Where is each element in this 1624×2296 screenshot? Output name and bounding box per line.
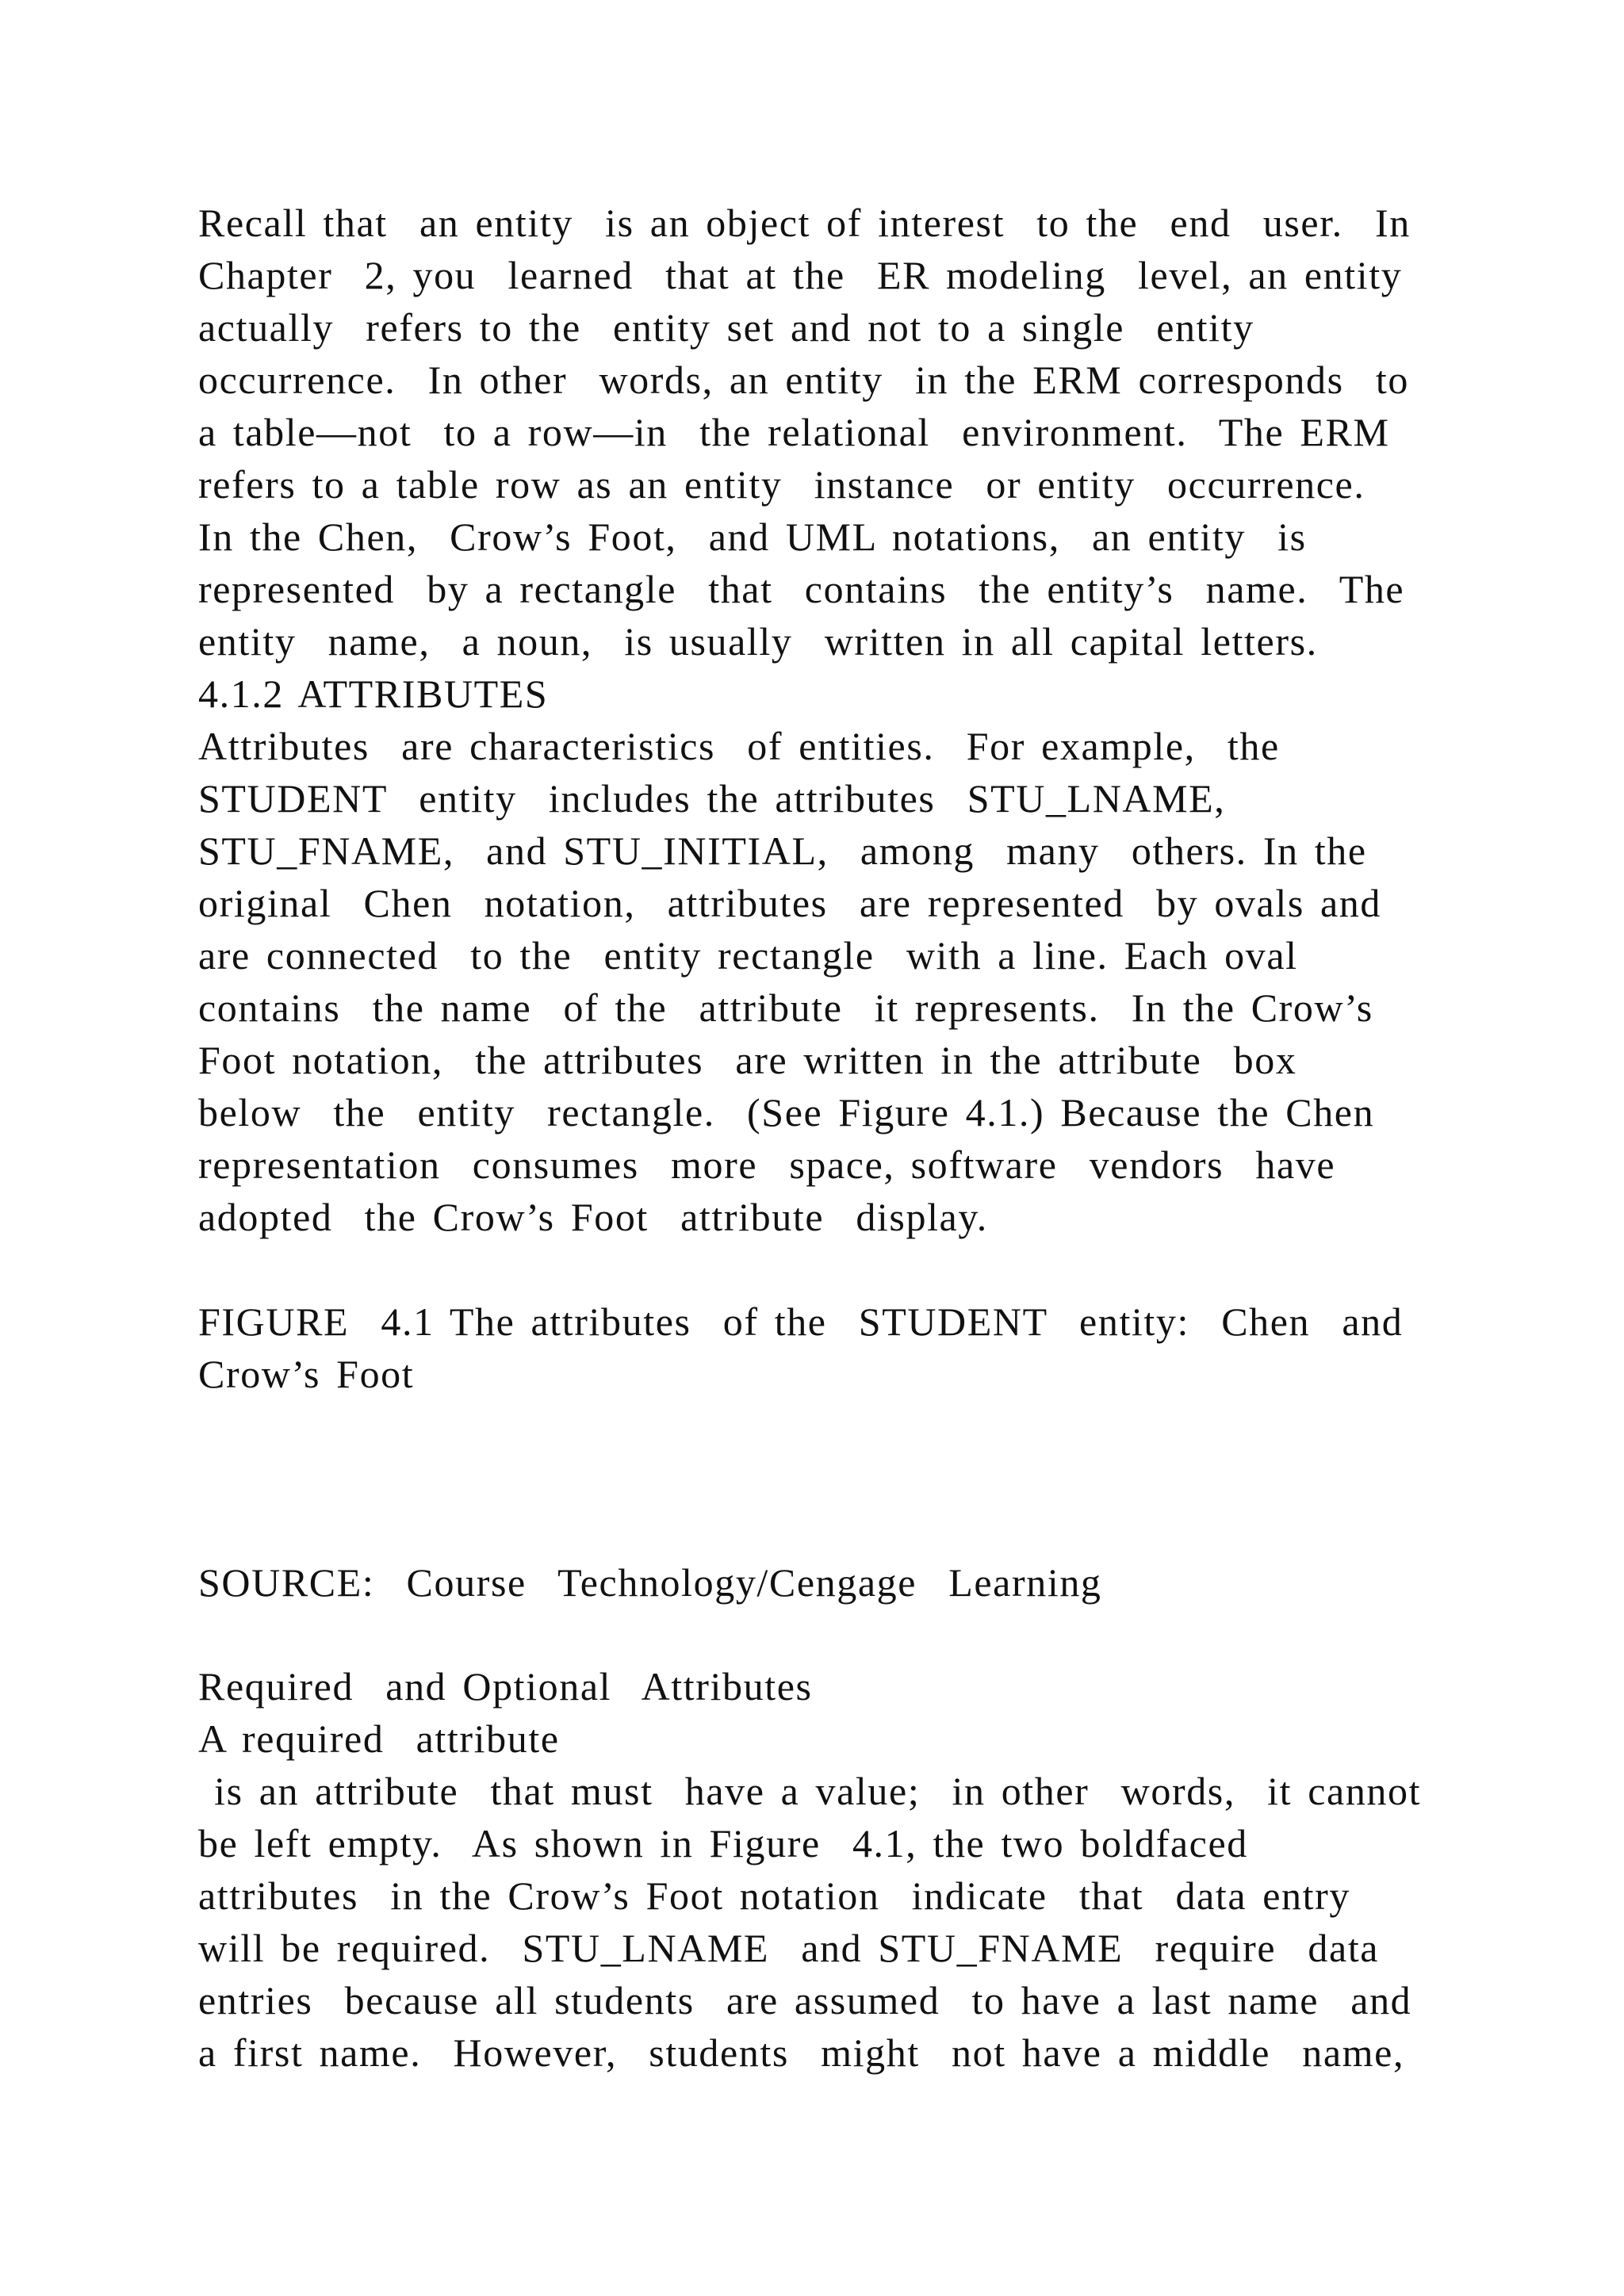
paragraph-3-line-5: entries because all students are assumed to have a last name and — [198, 1978, 1412, 2022]
paragraph-3-line-4: will be required. STU_LNAME and STU_FNAME require data — [198, 1926, 1380, 1970]
paragraph-2-line-7: Foot notation, the attributes are written in the attribute box — [198, 1038, 1297, 1082]
paragraph-1-line-5: a table—not to a row—in the relational environment. The ERM — [198, 410, 1390, 454]
subheading-required-optional: Required and Optional Attributes — [198, 1664, 813, 1709]
paragraph-1-line-2: Chapter 2, you learned that at the ER modeling level, an entity — [198, 253, 1403, 297]
paragraph-2-line-6: contains the name of the attribute it represents. In the Crow’s — [198, 985, 1373, 1030]
paragraph-1-line-7: In the Chen, Crow’s Foot, and UML notations, an entity is — [198, 515, 1307, 559]
paragraph-3-line-1: is an attribute that must have a value; in other words, it cannot — [198, 1769, 1422, 1813]
paragraph-1-line-3: actually refers to the entity set and not to a single entity — [198, 305, 1254, 350]
paragraph-2-line-3: STU_FNAME, and STU_INITIAL, among many others. In the — [198, 828, 1367, 873]
paragraph-2-line-5: are connected to the entity rectangle with a line. Each oval — [198, 933, 1298, 978]
paragraph-3-line-6: a first name. However, students might not have a middle name, — [198, 2030, 1405, 2075]
paragraph-2-line-8: below the entity rectangle. (See Figure 4.1.) Because the Chen — [198, 1090, 1375, 1135]
figure-caption-line-2: Crow’s Foot — [198, 1352, 415, 1396]
paragraph-2-line-4: original Chen notation, attributes are represented by ovals and — [198, 881, 1381, 925]
paragraph-1-line-6: refers to a table row as an entity instance or entity occurrence. — [198, 462, 1365, 507]
paragraph-1-line-1: Recall that an entity is an object of interest to the end user. In — [198, 201, 1411, 245]
paragraph-3-line-3: attributes in the Crow’s Foot notation indicate that data entry — [198, 1873, 1350, 1918]
figure-source: SOURCE: Course Technology/Cengage Learning — [198, 1560, 1102, 1605]
paragraph-2-line-9: representation consumes more space, software vendors have — [198, 1142, 1336, 1187]
paragraph-2-line-10: adopted the Crow’s Foot attribute display. — [198, 1195, 988, 1239]
paragraph-1-line-8: represented by a rectangle that contains the entity’s name. The — [198, 567, 1405, 611]
paragraph-1-line-9: entity name, a noun, is usually written in all capital letters. — [198, 619, 1318, 664]
figure-caption-line-1: FIGURE 4.1 The attributes of the STUDENT entity: Chen and — [198, 1299, 1404, 1344]
paragraph-2-line-1: Attributes are characteristics of entities. For example, the — [198, 724, 1280, 768]
term-required-attribute: A required attribute — [198, 1716, 560, 1761]
paragraph-3-line-2: be left empty. As shown in Figure 4.1, the two boldfaced — [198, 1821, 1248, 1866]
paragraph-2-line-2: STUDENT entity includes the attributes STU_LNAME, — [198, 776, 1226, 821]
section-heading: 4.1.2 ATTRIBUTES — [198, 672, 549, 716]
paragraph-1-line-4: occurrence. In other words, an entity in the ERM corresponds to — [198, 358, 1409, 402]
